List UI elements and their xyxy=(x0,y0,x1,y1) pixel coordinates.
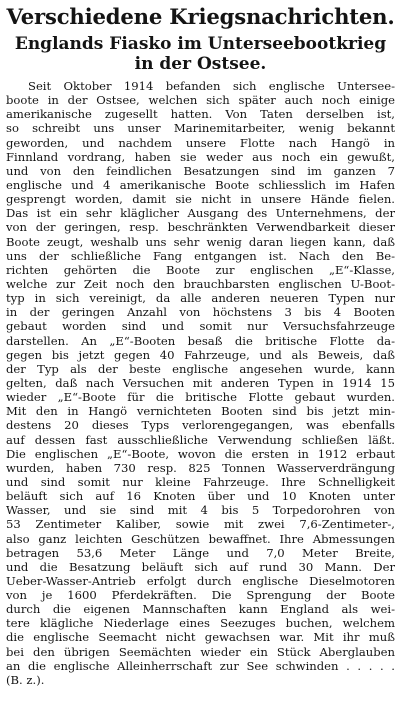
text-line: wurden, haben 730 resp. 825 Tonnen Wasserverdrängung xyxy=(6,460,395,475)
text-line: amerikanische zugesellt hatten. Von Taten derselben ist, xyxy=(6,107,395,122)
text-line: in der geringen Anzahl von höchstens 3 bis 4 Booten xyxy=(6,305,395,320)
text-line: darstellen. An „E“-Booten besaß die britische Flotte da- xyxy=(6,333,395,348)
text-line: Die englischen „E“-Boote, wovon die ersten in 1912 erbaut xyxy=(6,446,395,461)
text-line: destens 20 dieses Typs verlorengegangen, was ebenfalls xyxy=(6,418,395,433)
subheadline-line: in der Ostsee. xyxy=(134,54,267,74)
text-line: auf dessen fast ausschließliche Verwendung schließen läßt. xyxy=(6,432,395,447)
text-line: Boote zeugt, weshalb uns sehr wenig daran liegen kann, daß xyxy=(6,234,395,249)
text-line: und die Besatzung beläuft sich auf rund 30 Mann. Der xyxy=(6,559,395,574)
text-line: englische und 4 amerikanische Boote schliesslich im Hafen xyxy=(6,177,395,192)
text-line: gebaut worden sind und somit nur Versuchsfahrzeuge xyxy=(6,319,395,334)
text-line: gelten, daß nach Versuchen mit anderen Typen in 1914 15 xyxy=(6,375,395,390)
text-line: Seit Oktober 1914 befanden sich englische Untersee- xyxy=(28,79,395,93)
text-line: durch die eigenen Mannschaften kann England als wei- xyxy=(6,602,395,617)
text-line: richten gehörten die Boote zur englischen „E“-Klasse, xyxy=(6,262,395,277)
text-line: betragen 53,6 Meter Länge und 7,0 Meter Breite, xyxy=(6,545,395,560)
text-line: Wasser, und sie sind mit 4 bis 5 Torpedorohren von xyxy=(6,503,395,518)
text-line: Mit den in Hangö vernichteten Booten sind bis jetzt min- xyxy=(6,404,395,419)
text-line: typ in sich vereinigt, da alle anderen neueren Typen nur xyxy=(6,291,395,306)
text-line: bei den übrigen Seemächten wieder ein Stück Aberglauben xyxy=(6,644,395,659)
text-line: von der geringen, resp. beschränkten Verwendbarkeit dieser xyxy=(6,220,395,235)
subheadline xyxy=(6,34,395,74)
text-line: welche zur Zeit noch den brauchbarsten englischen U-Boot- xyxy=(6,276,395,291)
text-line: geworden, und nachdem unsere Flotte nach Hangö in xyxy=(6,135,395,150)
text-line: so schreibt uns unser Marinemitarbeiter, wenig bekannt xyxy=(6,121,395,136)
text-line: und sind somit nur kleine Fahrzeuge. Ihre Schnelligkeit xyxy=(6,474,395,489)
text-line: an die englische Alleinherrschaft zur See schwinden . . . . . xyxy=(6,658,395,673)
text-line: boote in der Ostsee, welchen sich später auch noch einige xyxy=(6,93,395,108)
text-line: also ganz leichten Geschützen bewaffnet. Ihre Abmessungen xyxy=(6,531,395,546)
source-attribution: (B. z.). xyxy=(6,672,45,687)
article-body xyxy=(6,79,395,687)
text-line: 53 Zentimeter Kaliber, sowie mit zwei 7,6-Zentimeter-, xyxy=(6,517,395,532)
text-line: Ueber-Wasser-Antrieb erfolgt durch englische Dieselmotoren xyxy=(6,573,395,588)
text-line: tere klägliche Niederlage eines Seezuges buchen, welchem xyxy=(6,616,395,631)
text-line: von je 1600 Pferdekräften. Die Sprengung der Boote xyxy=(6,588,395,603)
subheadline-line: Englands Fiasko im Unterseebootkrieg xyxy=(14,34,387,54)
headline: Verschiedene Kriegsnachrichten. xyxy=(6,4,395,29)
text-line: wieder „E“-Boote für die britische Flotte gebaut wurden. xyxy=(6,390,395,405)
text-line: Das ist ein sehr kläglicher Ausgang des Unternehmens, der xyxy=(6,206,395,221)
text-line: Finnland vordrang, haben sie weder aus noch ein gewußt, xyxy=(6,149,395,164)
text-line: und von den feindlichen Besatzungen sind im ganzen 7 xyxy=(6,163,395,178)
text-line: die englische Seemacht nicht gewachsen war. Mit ihr muß xyxy=(6,630,395,645)
text-line: beläuft sich auf 16 Knoten über und 10 Knoten unter xyxy=(6,489,395,504)
text-line: gegen bis jetzt gegen 40 Fahrzeuge, und als Beweis, daß xyxy=(6,347,395,362)
text-line: uns der schließliche Fang entgangen ist. Nach den Be- xyxy=(6,248,395,263)
text-line: der Typ als der beste englische angesehen wurde, kann xyxy=(6,361,395,376)
text-line: gesprengt worden, damit sie nicht in unsere Hände fielen. xyxy=(6,192,395,207)
